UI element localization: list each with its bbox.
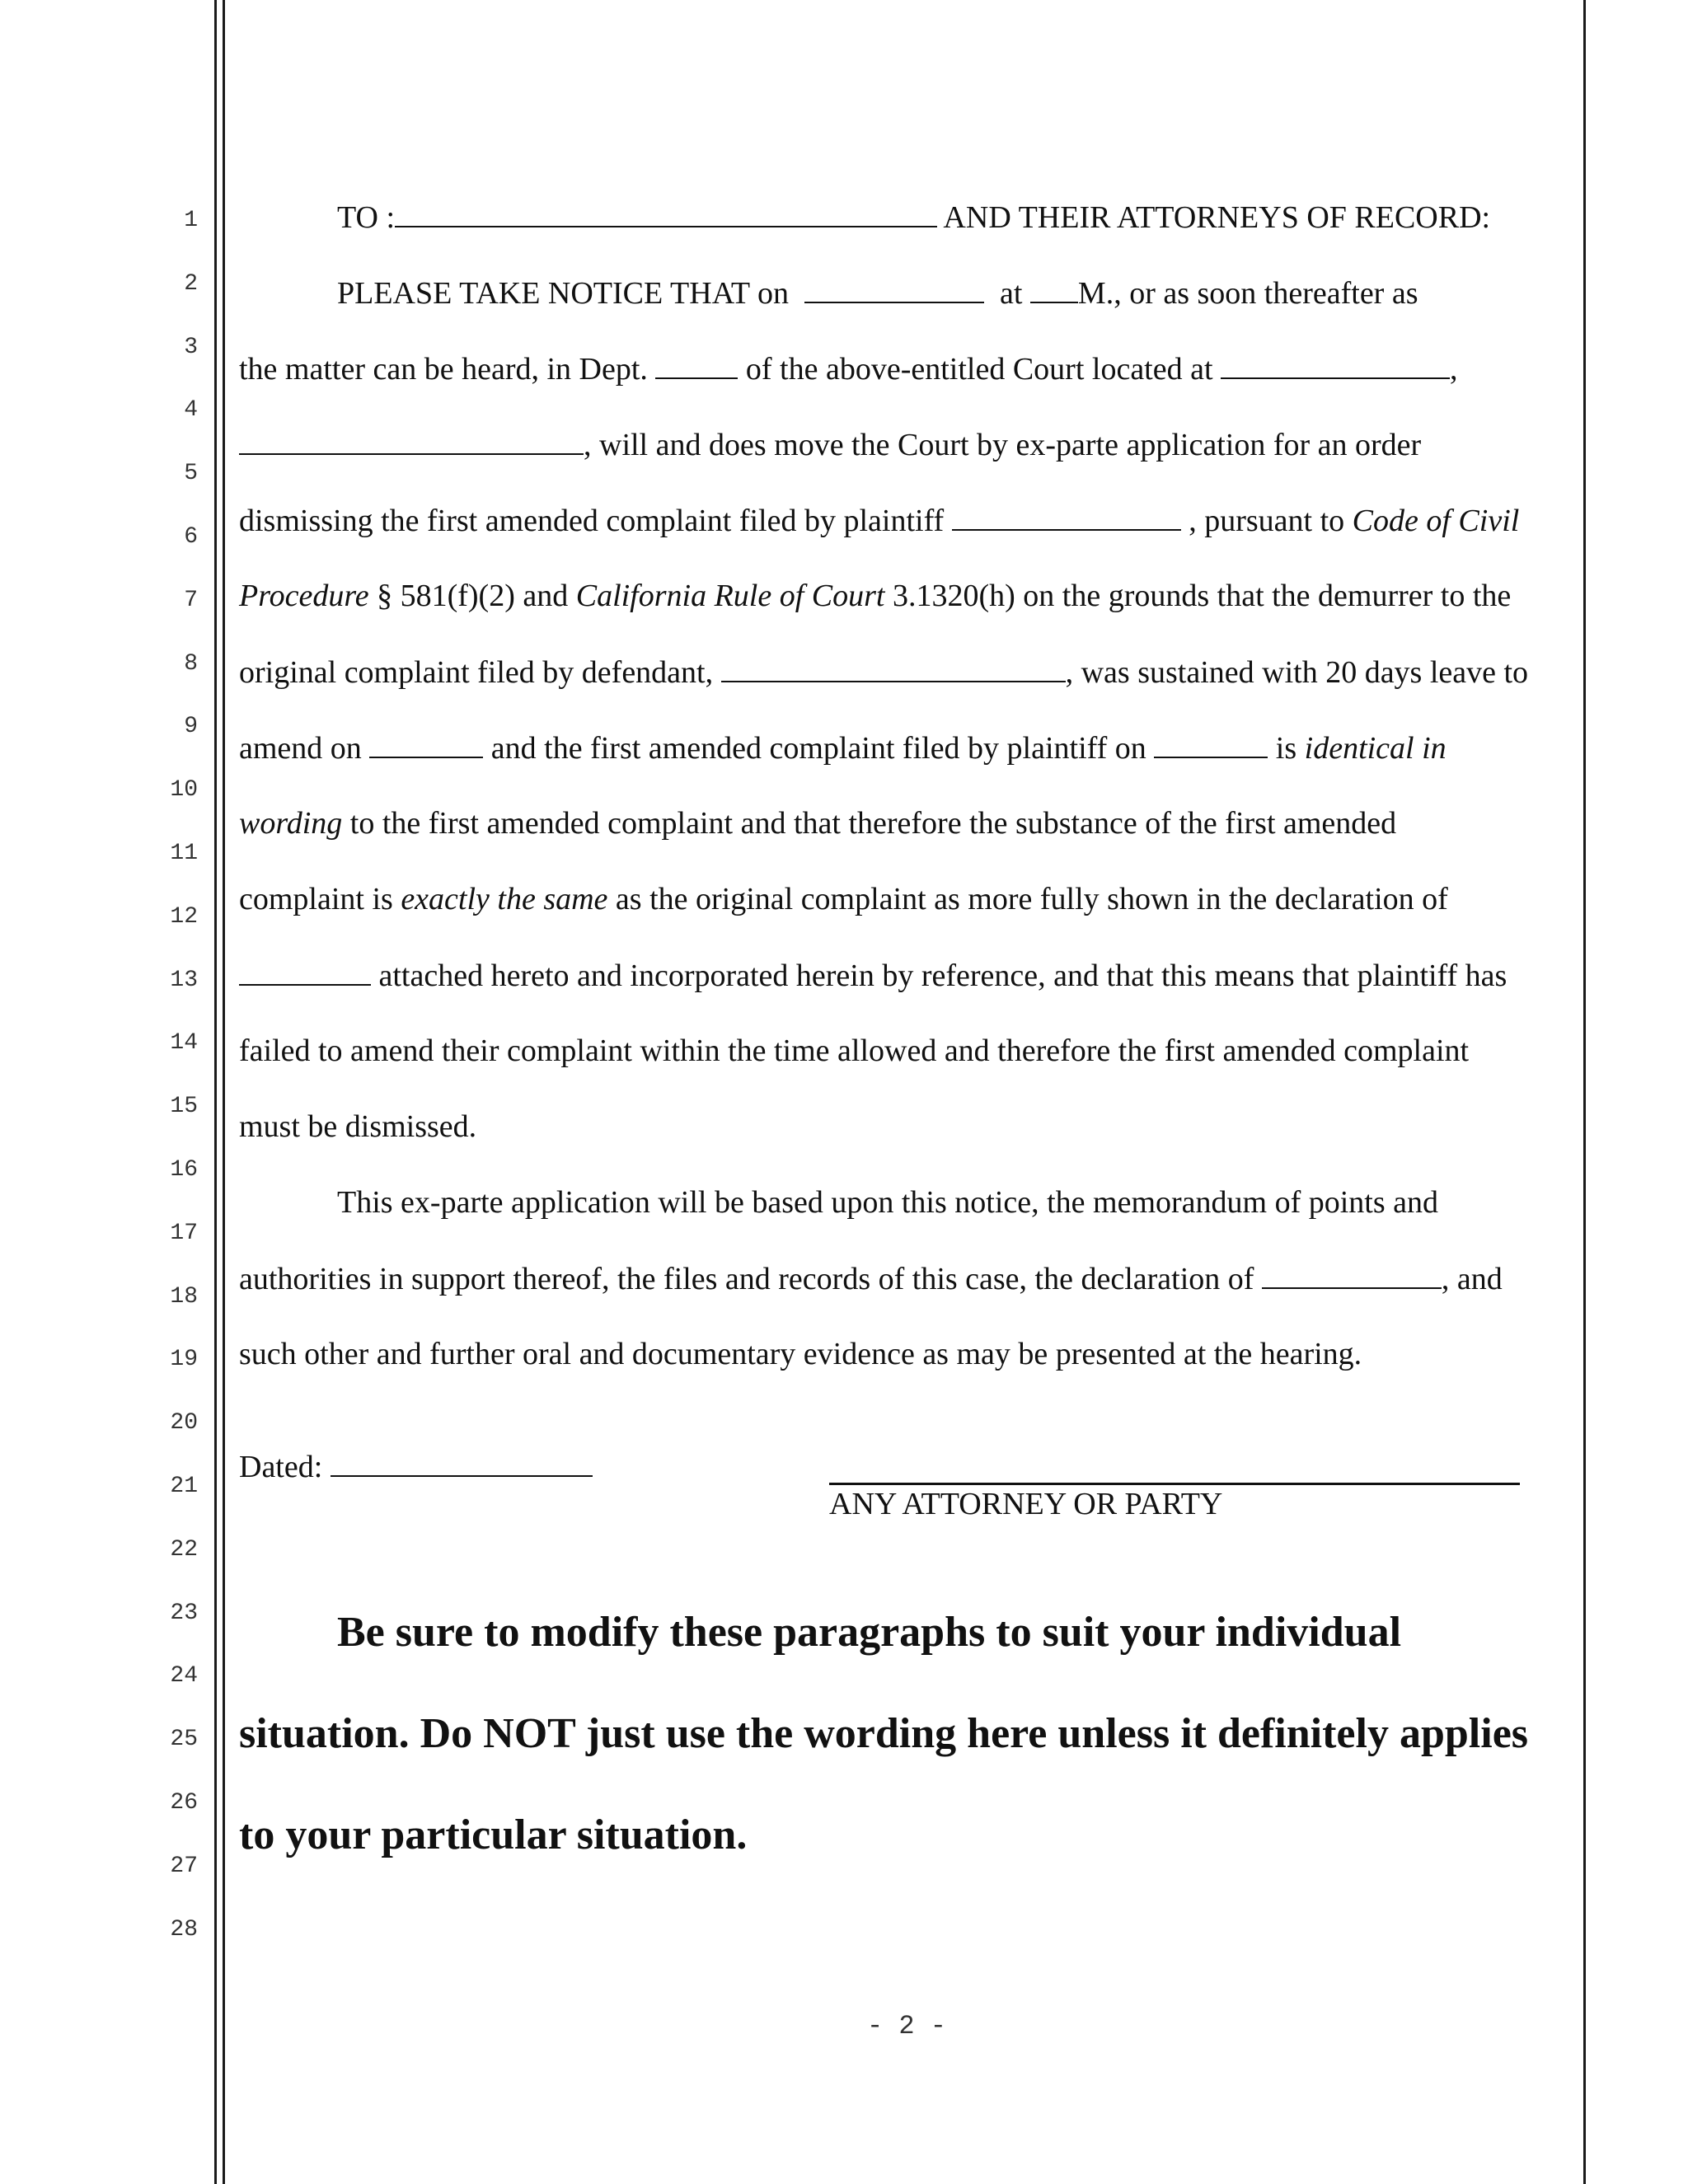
body-line-13: must be dismissed. xyxy=(239,1109,477,1144)
body-line-10: complaint is exactly the same as the original complaint as more fully shown in the declaration of xyxy=(239,882,1448,916)
note-line-3: to your particular situation. xyxy=(239,1811,748,1858)
line-number: 27 xyxy=(170,1853,198,1879)
body-line-7: original complaint filed by defendant, , was sustained with 20 days leave to xyxy=(239,653,1591,691)
blank-recipient[interactable] xyxy=(395,198,937,227)
body-line-6: Procedure § 581(f)(2) and California Rule of Court 3.1320(h) on the grounds that the demurrer to the xyxy=(239,579,1512,613)
dated-label: Dated: xyxy=(239,1450,323,1484)
blank-hearing-date[interactable] xyxy=(804,274,984,303)
note-line-1: Be sure to modify these paragraphs to suit your individual xyxy=(337,1609,1402,1656)
body-line-14: This ex-parte application will be based upon this notice, the memorandum of points and xyxy=(337,1185,1439,1220)
line-number: 3 xyxy=(184,334,198,360)
blank-moving-party[interactable] xyxy=(239,425,584,455)
blank-court-address[interactable] xyxy=(1221,349,1450,379)
blank-declarant-2[interactable] xyxy=(1262,1259,1442,1289)
line-number: 20 xyxy=(170,1410,198,1436)
body-line-4: , will and does move the Court by ex-parte application for an order xyxy=(239,425,1591,464)
body-line-15: authorities in support thereof, the files and records of this case, the declaration of , and xyxy=(239,1259,1591,1298)
line-number: 13 xyxy=(170,967,198,993)
line-number: 25 xyxy=(170,1727,198,1753)
line-number: 4 xyxy=(184,397,198,424)
line-number: 1 xyxy=(184,208,198,233)
blank-amend-date[interactable] xyxy=(369,729,483,758)
line-number: 21 xyxy=(170,1474,198,1499)
line-number: 16 xyxy=(170,1157,198,1183)
blank-dept[interactable] xyxy=(655,349,738,379)
line-number: 17 xyxy=(170,1220,198,1246)
body-line-8: amend on and the first amended complaint filed by plaintiff on is identical in xyxy=(239,729,1591,767)
page-number: - 2 - xyxy=(866,2011,946,2041)
body-line-5: dismissing the first amended complaint filed by plaintiff , pursuant to Code of Civil xyxy=(239,501,1591,540)
blank-dated[interactable] xyxy=(331,1447,593,1477)
signer-label: ANY ATTORNEY OR PARTY xyxy=(829,1487,1223,1521)
blank-defendant[interactable] xyxy=(721,653,1066,682)
line-number: 26 xyxy=(170,1790,198,1816)
line-number: 9 xyxy=(184,714,198,740)
blank-plaintiff[interactable] xyxy=(952,501,1181,531)
body-line-16: such other and further oral and documentary evidence as may be presented at the hearing. xyxy=(239,1337,1362,1371)
body-line-11: attached hereto and incorporated herein by reference, and that this means that plaintiff has xyxy=(239,956,1591,995)
line-number: 14 xyxy=(170,1030,198,1057)
line-number: 7 xyxy=(184,587,198,613)
line-number: 19 xyxy=(170,1347,198,1373)
line-number: 23 xyxy=(170,1600,198,1626)
line-number: 8 xyxy=(184,650,198,677)
body-line-2: PLEASE TAKE NOTICE THAT on at M., or as soon thereafter as xyxy=(337,274,1688,312)
line-number: 15 xyxy=(170,1094,198,1120)
line-number: 12 xyxy=(170,903,198,930)
line-number: 22 xyxy=(170,1536,198,1563)
line-number: 5 xyxy=(184,461,198,487)
note-line-2: situation. Do NOT just use the wording here unless it definitely applies xyxy=(239,1710,1529,1757)
body-line-12: failed to amend their complaint within the time allowed and therefore the first amended complaint xyxy=(239,1033,1470,1068)
blank-declarant[interactable] xyxy=(239,956,371,986)
line-number: 24 xyxy=(170,1663,198,1690)
left-margin-rule xyxy=(214,0,217,2184)
body-line-3: the matter can be heard, in Dept. of the above-entitled Court located at , xyxy=(239,349,1591,388)
line-number: 28 xyxy=(170,1916,198,1943)
line-number: 11 xyxy=(170,841,198,866)
blank-fac-date[interactable] xyxy=(1154,729,1268,758)
line-number: 18 xyxy=(170,1283,198,1310)
dated-line xyxy=(239,1447,1591,1486)
body-line-9: wording to the first amended complaint and that therefore the substance of the first amended xyxy=(239,806,1397,841)
blank-hearing-time[interactable] xyxy=(1030,274,1078,303)
line-number: 10 xyxy=(170,777,198,804)
line-number: 6 xyxy=(184,524,198,550)
left-margin-rule-inner xyxy=(223,0,225,2184)
line-number: 2 xyxy=(184,270,198,297)
body-line-1: TO : AND THEIR ATTORNEYS OF RECORD: xyxy=(337,198,1688,237)
